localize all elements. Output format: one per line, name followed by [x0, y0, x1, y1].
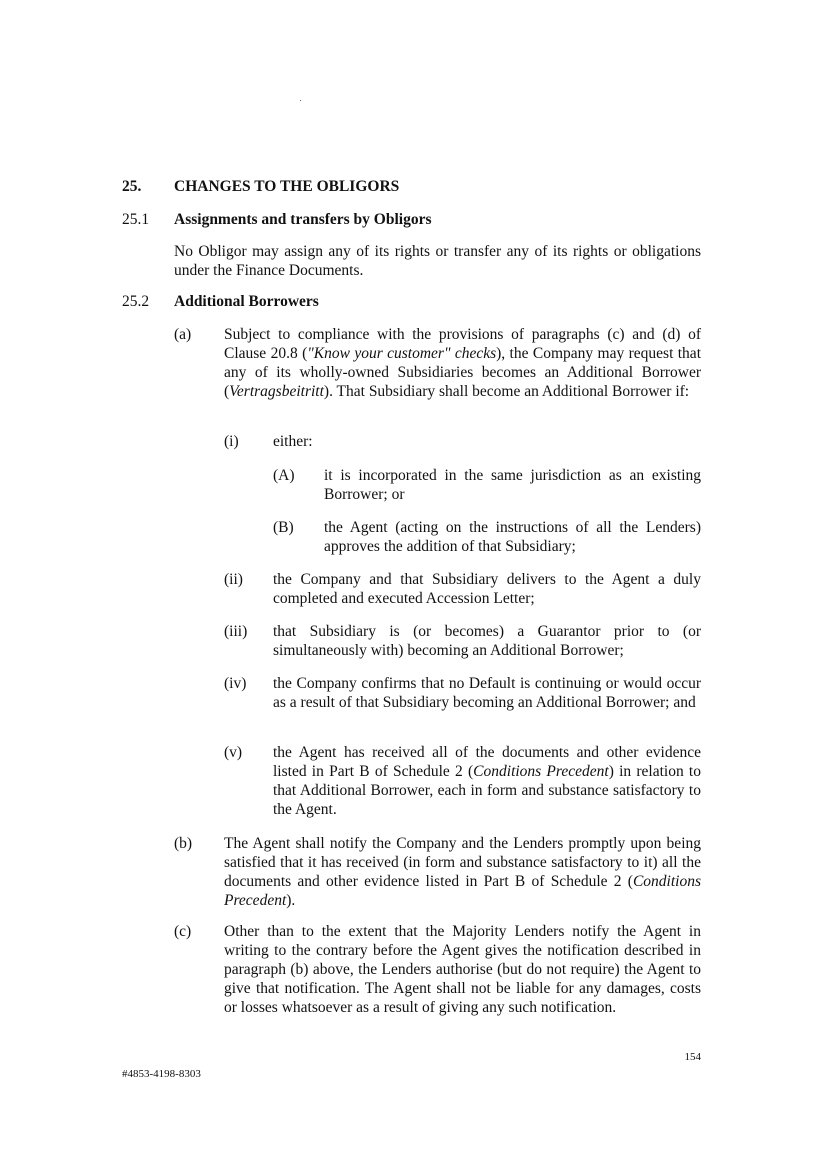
clause-25-1-number: 25.1: [122, 211, 150, 228]
item-iii-label: (iii): [224, 623, 248, 640]
item-iii-text: that Subsidiary is (or becomes) a Guarantor prior to (or simultaneously with) becoming an Additional Borrower;: [273, 623, 701, 659]
para-a-text: Subject to compliance with the provisions of paragraphs (c) and (d) of Clause 20.8 ("Know your customer" checks), the Company may request that any of its wholly-owned Subsidiaries becomes an Additional Borrower (Vertragsbeitritt). That Subsidiary shall become an Additional Borrower if:: [224, 326, 701, 400]
section-number: 25.: [122, 178, 142, 195]
item-A-label: (A): [273, 467, 295, 484]
item-v-text: the Agent has received all of the documents and other evidence listed in Part B of Schedule 2 (Conditions Precedent) in relation to that Additional Borrower, each in form and substance satisfactory to the Agent.: [273, 744, 701, 818]
para-a-label: (a): [174, 326, 192, 343]
item-iv-label: (iv): [224, 675, 247, 692]
item-ii-label: (ii): [224, 571, 243, 588]
para-b-text: The Agent shall notify the Company and the Lenders promptly upon being satisfied that it has received (in form and substance satisfactory to it) all the documents and other evidence listed in Part B of Schedule 2 (Conditions Precedent).: [224, 835, 701, 909]
clause-25-1-heading: Assignments and transfers by Obligors: [174, 211, 432, 228]
clause-25-2-number: 25.2: [122, 293, 150, 310]
item-ii-text: the Company and that Subsidiary delivers to the Agent a duly completed and executed Accession Letter;: [273, 571, 701, 607]
para-c-text: Other than to the extent that the Majority Lenders notify the Agent in writing to the contrary before the Agent gives the notification described in paragraph (b) above, the Lenders authorise (but do not require) the Agent to give that notification. The Agent shall not be liable for any damages, costs or losses whatsoever as a result of giving any such notification.: [224, 923, 701, 1016]
item-iv-text: the Company confirms that no Default is continuing or would occur as a result of that Subsidiary becoming an Additional Borrower; and: [273, 675, 701, 711]
para-b-label: (b): [174, 835, 193, 852]
section-title: CHANGES TO THE OBLIGORS: [174, 178, 400, 195]
item-B-label: (B): [273, 519, 294, 536]
item-i-label: (i): [224, 433, 239, 450]
item-A-text: it is incorporated in the same jurisdiction as an existing Borrower; or: [324, 467, 701, 503]
clause-25-1-body: No Obligor may assign any of its rights or transfer any of its rights or obligations under the Finance Documents.: [174, 243, 701, 279]
item-i-text: either:: [273, 433, 313, 450]
scan-artifact-dot: [300, 100, 301, 101]
clause-25-2-heading: Additional Borrowers: [174, 293, 319, 310]
item-B-text: the Agent (acting on the instructions of all the Lenders) approves the addition of that Subsidiary;: [324, 519, 701, 555]
document-id: #4853-4198-8303: [122, 1068, 201, 1080]
para-c-label: (c): [174, 923, 192, 940]
page-number: 154: [684, 1051, 701, 1063]
item-v-label: (v): [224, 744, 243, 761]
